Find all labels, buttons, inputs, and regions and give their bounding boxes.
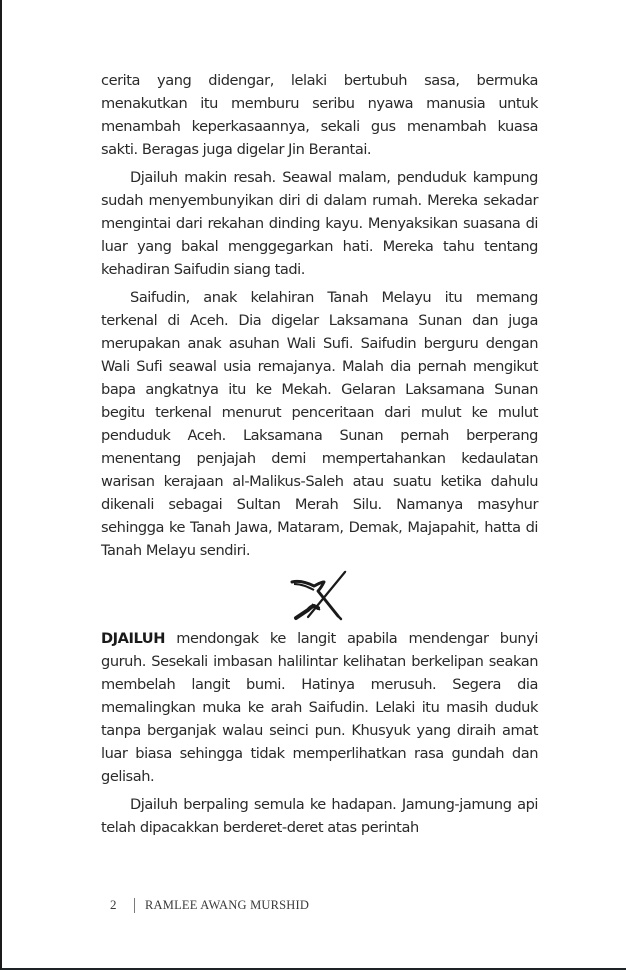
footer-divider xyxy=(134,898,135,913)
section-two xyxy=(101,627,538,839)
chapter-lead-in: DJAILUH xyxy=(101,630,165,647)
paragraph-body: mendongak ke langit apabila mendengar bunyi guruh. Sesekali imbasan halilintar kelihatan berkelipan seakan membelah langit bumi. Hatinya merusuh. Segera dia memalingkan muka ke arah Saifudin. Lelaki itu masih duduk tanpa berganjak walau seinci pun. Khusyuk yang diraih amat luar biasa sehingga tidak memperlihatkan rasa gundah dan gelisah. xyxy=(101,630,538,785)
page-number: 2 xyxy=(110,897,117,912)
author-name: RAMLEE AWANG MURSHID xyxy=(145,897,310,912)
section-one xyxy=(101,69,538,562)
crossed-keris-icon xyxy=(288,570,350,622)
paragraph-djailuh-resah: Djailuh makin resah. Seawal malam, penduduk kampung sudah menyembunyikan diri di dalam rumah. Mereka sekadar mengintai dari rekahan dinding kayu. Menyaksikan suasana di luar yang bakal menggegarkan hati. Mereka tahu tentang kehadiran Saifudin siang tadi. xyxy=(101,169,538,278)
paragraph-djailuh-mendongak xyxy=(101,627,538,788)
page-footer xyxy=(110,897,309,913)
paragraph-continuation: cerita yang didengar, lelaki bertubuh sasa, bermuka menakutkan itu memburu seribu nyawa manusia untuk menambah keperkasaannya, sekali gus menambah kuasa sakti. Beragas juga digelar Jin Berantai. xyxy=(101,72,538,158)
paragraph-djailuh-berpaling: Djailuh berpaling semula ke hadapan. Jamung-jamung api telah dipacakkan berderet-deret atas perintah xyxy=(101,796,538,836)
paragraph-saifudin: Saifudin, anak kelahiran Tanah Melayu itu memang terkenal di Aceh. Dia digelar Laksamana Sunan dan juga merupakan anak asuhan Wali Sufi. Saifudin berguru dengan Wali Sufi seawal usia remajanya. Malah dia pernah mengikut bapa angkatnya itu ke Mekah. Gelaran Laksamana Sunan begitu terkenal menurut penceritaan dari mulut ke mulut penduduk Aceh. Laksamana Sunan pernah berperang menentang penjajah demi mempertahankan kedaulatan warisan kerajaan al-Malikus-Saleh atau suatu ketika dahulu dikenali sebagai Sultan Merah Silu. Namanya masyhur sehingga ke Tanah Jawa, Mataram, Demak, Majapahit, hatta di Tanah Melayu sendiri. xyxy=(101,289,538,559)
